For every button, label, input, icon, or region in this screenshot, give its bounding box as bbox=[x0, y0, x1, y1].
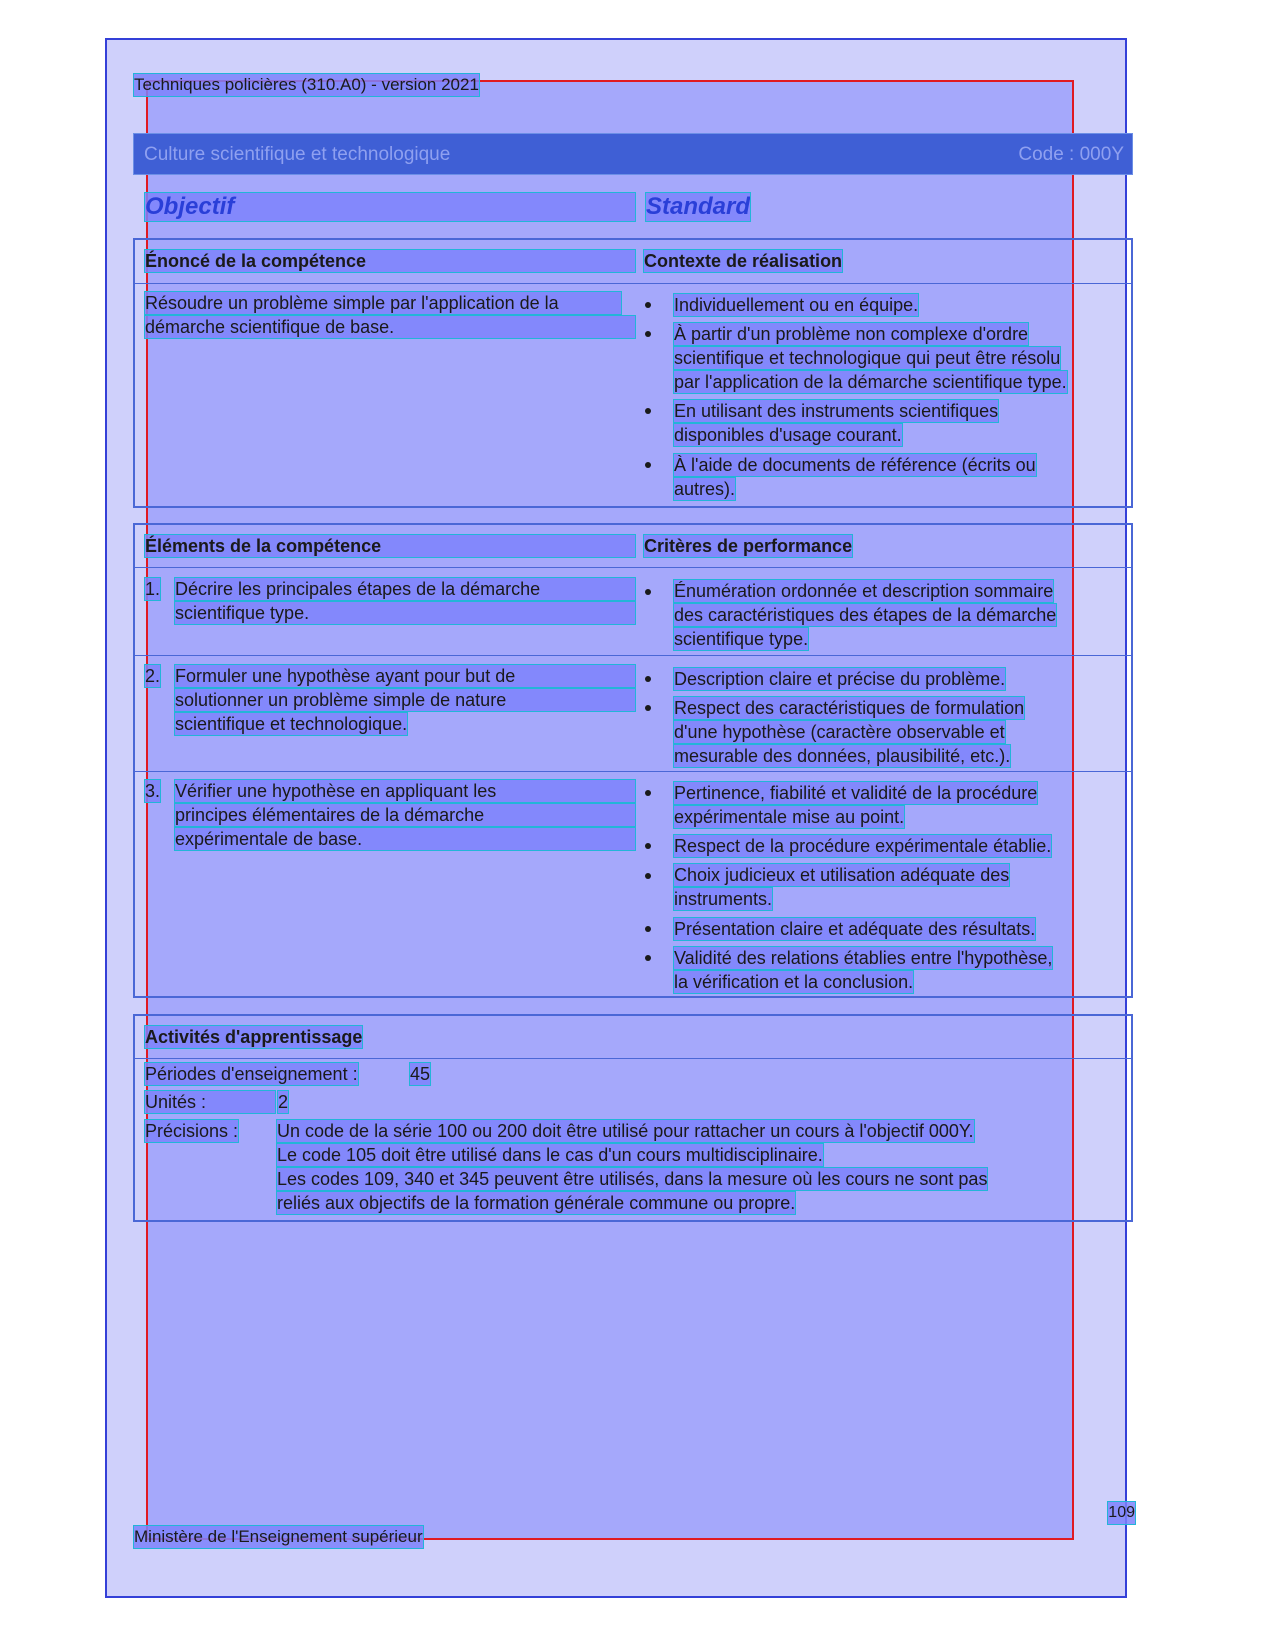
context-item: autres). bbox=[674, 479, 736, 499]
element-line: Vérifier une hypothèse en appliquant les bbox=[175, 780, 635, 802]
competence-line: démarche scientifique de base. bbox=[145, 316, 635, 338]
context-item: À partir d'un problème non complexe d'ordre bbox=[674, 324, 1029, 344]
criterion-line: Énumération ordonnée et description sommaire bbox=[674, 581, 1054, 601]
context-item: par l'application de la démarche scientifique type. bbox=[674, 372, 1067, 392]
criterion-line: Pertinence, fiabilité et validité de la procédure bbox=[674, 783, 1038, 803]
criterion-line: instruments. bbox=[674, 889, 773, 909]
criterion-line: Respect des caractéristiques de formulation bbox=[674, 698, 1025, 718]
precisions-label: Précisions : bbox=[145, 1121, 239, 1141]
program-title: Techniques policières (310.A0) - version 2021 bbox=[134, 75, 479, 94]
element-line: scientifique type. bbox=[175, 602, 635, 624]
element-line: expérimentale de base. bbox=[175, 828, 635, 850]
element-number: 2. bbox=[145, 666, 161, 686]
bullet-icon bbox=[645, 676, 651, 682]
bullet-icon bbox=[645, 589, 651, 595]
course-title: Culture scientifique et technologique bbox=[144, 144, 451, 165]
page-number: 109 bbox=[1108, 1502, 1135, 1524]
bullet-icon bbox=[645, 331, 651, 337]
precision-line: reliés aux objectifs de la formation générale commune ou propre. bbox=[277, 1193, 796, 1213]
criterion-line: scientifique type. bbox=[674, 629, 809, 649]
criteria-heading: Critères de performance bbox=[644, 536, 853, 556]
element-line: principes élémentaires de la démarche bbox=[175, 804, 635, 826]
criterion-line: mesurable des données, plausibilité, etc.). bbox=[674, 746, 1011, 766]
context-heading: Contexte de réalisation bbox=[644, 251, 843, 271]
criterion-line: Choix judicieux et utilisation adéquate des bbox=[674, 865, 1010, 885]
element-line: Décrire les principales étapes de la démarche bbox=[175, 578, 635, 600]
element-number: 1. bbox=[145, 579, 161, 599]
element-line: Formuler une hypothèse ayant pour but de bbox=[175, 665, 635, 687]
competence-heading: Énoncé de la compétence bbox=[145, 250, 635, 272]
criterion-line: Présentation claire et adéquate des résultats. bbox=[674, 919, 1036, 939]
periods-label: Périodes d'enseignement : bbox=[145, 1064, 358, 1084]
bullet-icon bbox=[645, 873, 651, 879]
context-item: scientifique et technologique qui peut être résolu bbox=[674, 348, 1061, 368]
units-label: Unités : bbox=[145, 1091, 275, 1113]
precision-line: Le code 105 doit être utilisé dans le cas d'un cours multidisciplinaire. bbox=[277, 1145, 823, 1165]
course-header bbox=[133, 133, 1133, 175]
criterion-line: des caractéristiques des étapes de la démarche bbox=[674, 605, 1057, 625]
criterion-line: Description claire et précise du problème. bbox=[674, 669, 1006, 689]
objective-label: Objectif bbox=[145, 193, 635, 221]
bullet-icon bbox=[645, 408, 651, 414]
footer-ministry: Ministère de l'Enseignement supérieur bbox=[134, 1527, 423, 1546]
context-item: disponibles d'usage courant. bbox=[674, 425, 902, 445]
standard-label: Standard bbox=[646, 193, 751, 220]
bullet-icon bbox=[645, 955, 651, 961]
element-line: scientifique et technologique. bbox=[175, 714, 408, 734]
bullet-icon bbox=[645, 462, 651, 468]
criterion-line: Respect de la procédure expérimentale établie. bbox=[674, 836, 1052, 856]
bullet-icon bbox=[645, 705, 651, 711]
precision-line: Un code de la série 100 ou 200 doit être utilisé pour rattacher un cours à l'objectif 000Y. bbox=[277, 1121, 974, 1141]
criterion-line: la vérification et la conclusion. bbox=[674, 972, 914, 992]
element-line: solutionner un problème simple de nature bbox=[175, 689, 635, 711]
periods-value: 45 bbox=[410, 1064, 431, 1084]
precision-line: Les codes 109, 340 et 345 peuvent être utilisés, dans la mesure où les cours ne sont pas bbox=[277, 1169, 988, 1189]
bullet-icon bbox=[645, 843, 651, 849]
context-item: À l'aide de documents de référence (écrits ou bbox=[674, 455, 1036, 475]
element-number: 3. bbox=[145, 781, 161, 801]
elements-heading: Éléments de la compétence bbox=[145, 535, 635, 557]
bullet-icon bbox=[645, 790, 651, 796]
context-item: Individuellement ou en équipe. bbox=[674, 295, 919, 315]
units-value: 2 bbox=[278, 1092, 289, 1112]
criterion-line: Validité des relations établies entre l'hypothèse, bbox=[674, 948, 1053, 968]
criterion-line: d'une hypothèse (caractère observable et bbox=[674, 722, 1005, 742]
course-code: Code : 000Y bbox=[1018, 144, 1124, 165]
context-item: En utilisant des instruments scientifiques bbox=[674, 401, 999, 421]
activities-heading: Activités d'apprentissage bbox=[145, 1027, 363, 1047]
bullet-icon bbox=[645, 926, 651, 932]
criterion-line: expérimentale mise au point. bbox=[674, 807, 905, 827]
bullet-icon bbox=[645, 302, 651, 308]
competence-line: Résoudre un problème simple par l'application de la bbox=[145, 292, 621, 314]
